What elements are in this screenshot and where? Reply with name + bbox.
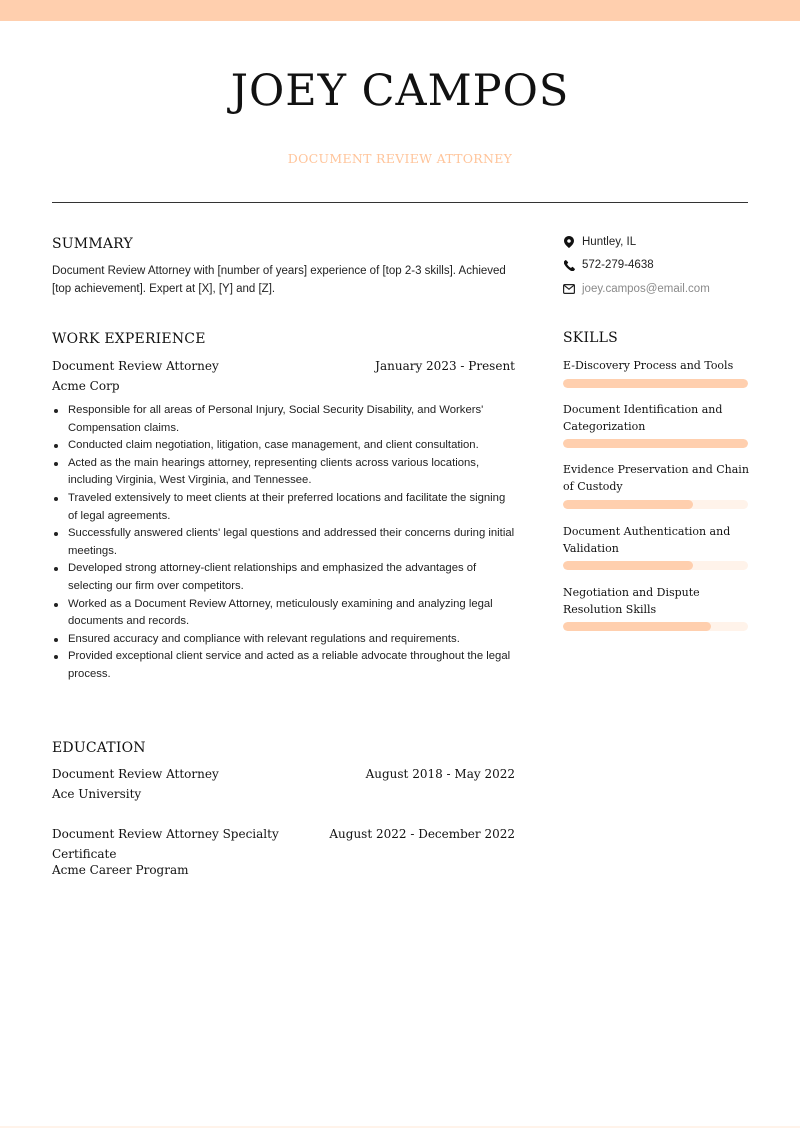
phone-icon	[563, 259, 575, 271]
work-bullet-list	[68, 402, 516, 684]
skill-bar	[563, 439, 748, 448]
education-degree: Document Review Attorney	[52, 767, 219, 781]
skill-bar	[563, 379, 748, 388]
skill-bar-fill	[563, 561, 693, 570]
education-entry-header	[52, 767, 515, 781]
skill-name: E-Discovery Process and Tools	[563, 359, 734, 372]
work-role: Document Review Attorney	[52, 359, 219, 373]
education-entry-header	[52, 824, 515, 864]
skill-bar-fill	[563, 439, 748, 448]
work-entry-header	[52, 359, 515, 373]
work-experience-heading: WORK EXPERIENCE	[52, 331, 206, 347]
work-dates: January 2023 - Present	[375, 359, 515, 373]
summary-heading: SUMMARY	[52, 236, 133, 252]
header-divider	[52, 202, 748, 203]
candidate-name: JOEY CAMPOS	[230, 66, 570, 116]
location-text: Huntley, IL	[582, 236, 637, 248]
skill-bar	[563, 561, 748, 570]
skill-bar-fill	[563, 622, 711, 631]
top-accent-band	[0, 0, 800, 21]
list-item: Worked as a Document Review Attorney, meticulously examining and analyzing legal documents and records.	[68, 596, 516, 631]
education-dates: August 2022 - December 2022	[329, 827, 515, 841]
education-dates: August 2018 - May 2022	[365, 767, 515, 781]
skill-bar-fill	[563, 379, 748, 388]
skill-name: Evidence Preservation and Chain of Custody	[563, 463, 749, 493]
list-item: Acted as the main hearings attorney, representing clients across various locations, including Virginia, West Virginia, and Tennessee.	[68, 455, 516, 490]
summary-text: Document Review Attorney with [number of years] experience of [top 2-3 skills]. Achieved [top achievement]. Expert at [X], [Y] and [Z].	[52, 265, 506, 295]
work-company: Acme Corp	[52, 379, 120, 393]
contact-phone	[563, 259, 654, 271]
list-item: Responsible for all areas of Personal Injury, Social Security Disability, and Workers' Compensation claims.	[68, 402, 516, 437]
job-title: DOCUMENT REVIEW ATTORNEY	[287, 151, 513, 166]
list-item: Traveled extensively to meet clients at their preferred locations and facilitate the signing of legal agreements.	[68, 490, 516, 525]
education-school: Acme Career Program	[52, 863, 189, 877]
envelope-icon	[563, 283, 575, 295]
skill-name: Document Identification and Categorization	[563, 403, 723, 433]
skill-bar	[563, 622, 748, 631]
skills-heading: SKILLS	[563, 330, 618, 346]
skill-bar-fill	[563, 500, 693, 509]
skill-name: Negotiation and Dispute Resolution Skills	[563, 586, 700, 616]
contact-location	[563, 236, 636, 248]
list-item: Provided exceptional client service and acted as a reliable advocate throughout the legal process.	[68, 648, 516, 683]
list-item: Developed strong attorney-client relationships and emphasized the advantages of selecting our firm over competitors.	[68, 560, 516, 595]
phone-text: 572-279-4638	[582, 259, 654, 271]
list-item: Conducted claim negotiation, litigation, case management, and client consultation.	[68, 437, 516, 455]
skill-name: Document Authentication and Validation	[563, 525, 731, 555]
email-link[interactable]: joey.campos@email.com	[582, 283, 710, 295]
list-item: Ensured accuracy and compliance with relevant regulations and requirements.	[68, 631, 516, 649]
location-pin-icon	[563, 236, 575, 248]
education-school: Ace University	[52, 787, 142, 801]
list-item: Successfully answered clients' legal questions and addressed their concerns during initial meetings.	[68, 525, 516, 560]
skill-bar	[563, 500, 748, 509]
education-heading: EDUCATION	[52, 740, 146, 756]
education-degree: Document Review Attorney Specialty Certificate	[52, 827, 279, 861]
contact-email[interactable]	[563, 283, 710, 295]
